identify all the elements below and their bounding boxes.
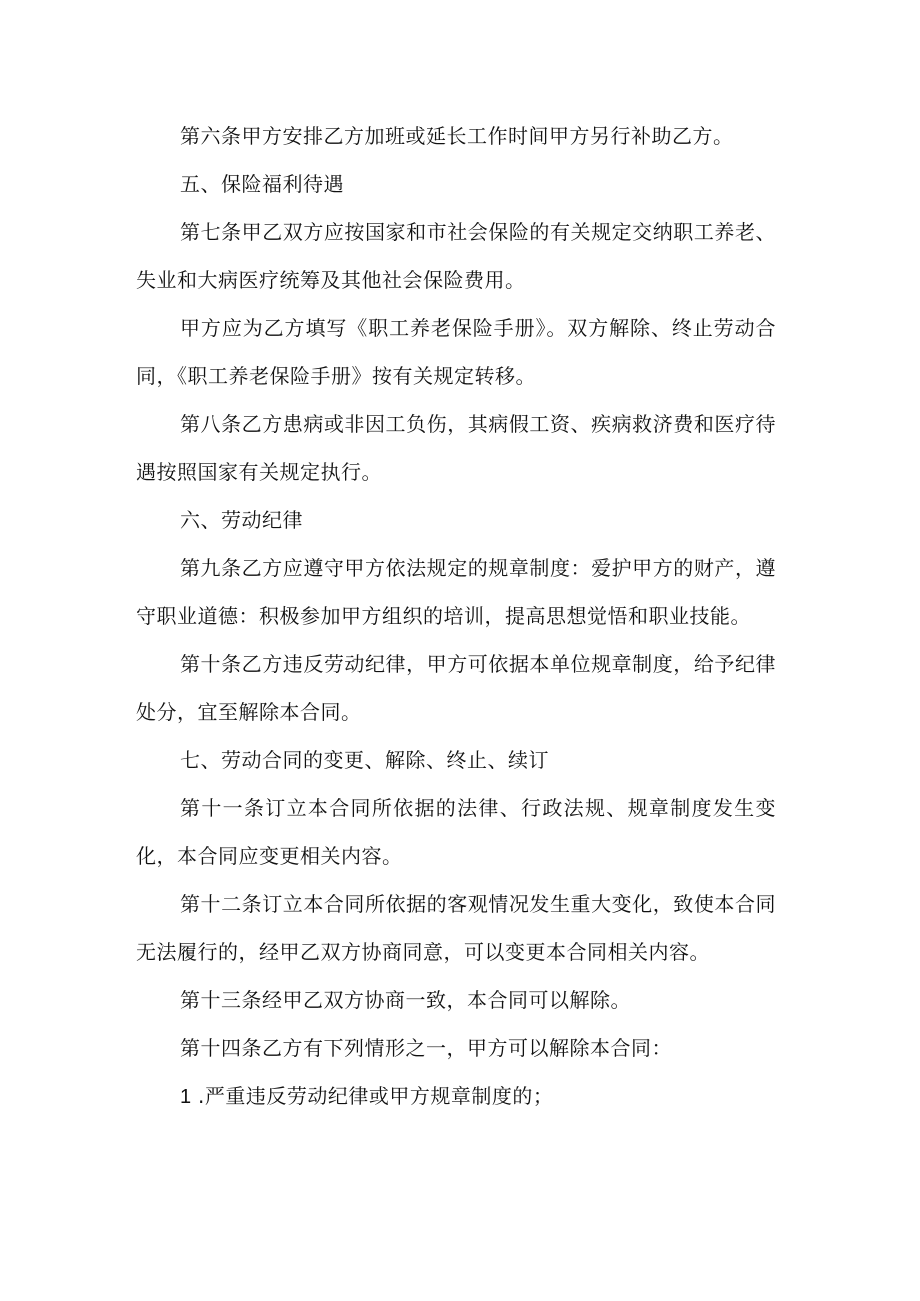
- section-heading-insurance-welfare: 五、保险福利待遇: [180, 172, 344, 196]
- article-12: 第十二条订立本合同所依据的客观情况发生重大变化，致使本合同无法履行的，经甲乙双方协商同意，可以变更本合同相关内容。: [136, 892, 776, 964]
- article-8: 第八条乙方患病或非因工负伤，其病假工资、疾病救济费和医疗待遇按照国家有关规定执行。: [136, 412, 776, 484]
- article-10: 第十条乙方违反劳动纪律，甲方可依据本单位规章制度，给予纪律处分，宜至解除本合同。: [136, 652, 776, 724]
- article-6: 第六条甲方安排乙方加班或延长工作时间甲方另行补助乙方。: [180, 124, 734, 148]
- list-item-text: .严重违反劳动纪律或甲方规章制度的；: [191, 1084, 554, 1108]
- article-7: 第七条甲乙双方应按国家和市社会保险的有关规定交纳职工养老、失业和大病医疗统筹及其他社会保险费用。: [136, 220, 776, 292]
- list-item-number: 1: [180, 1086, 192, 1108]
- article-9: 第九条乙方应遵守甲方依法规定的规章制度：爱护甲方的财产，遵守职业道德：积极参加甲方组织的培训，提高思想觉悟和职业技能。: [136, 556, 776, 628]
- pension-manual-paragraph: 甲方应为乙方填写《职工养老保险手册》。双方解除、终止劳动合同，《职工养老保险手册》按有关规定转移。: [136, 316, 776, 388]
- section-heading-labor-discipline: 六、劳动纪律: [180, 508, 303, 532]
- list-item: [136, 1072, 776, 1121]
- section-heading-contract-changes: 七、劳动合同的变更、解除、终止、续订: [180, 748, 549, 772]
- article-14: 第十四条乙方有下列情形之一，甲方可以解除本合同：: [180, 1036, 672, 1060]
- document-body: [136, 112, 776, 1121]
- article-11: 第十一条订立本合同所依据的法律、行政法规、规章制度发生变化，本合同应变更相关内容。: [136, 796, 776, 868]
- article-13: 第十三条经甲乙双方协商一致，本合同可以解除。: [180, 988, 631, 1012]
